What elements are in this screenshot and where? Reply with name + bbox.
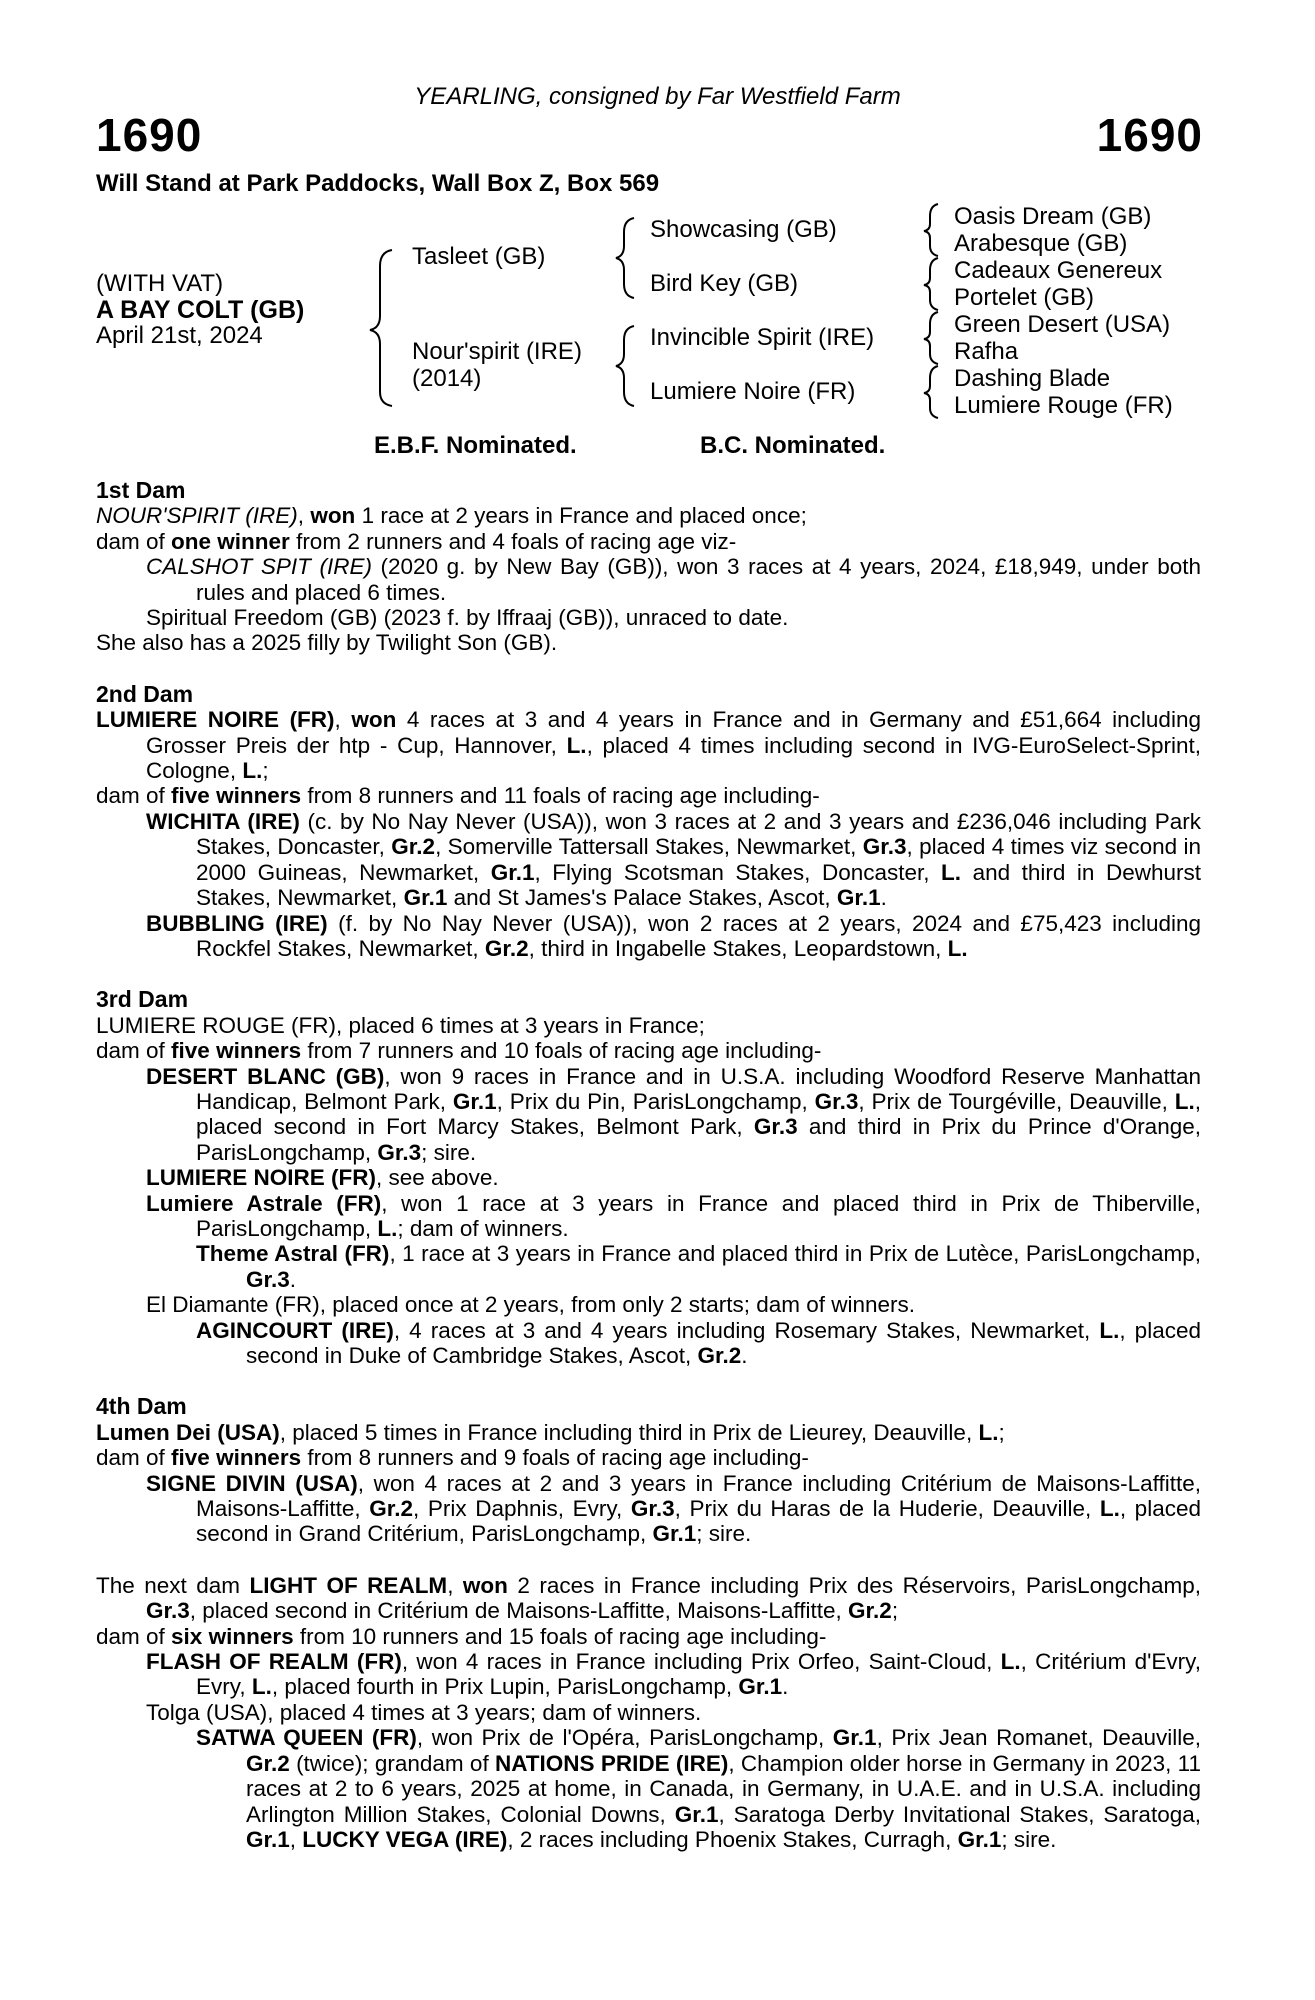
- dam-year: (2014): [412, 365, 482, 392]
- first-dam-section: 1st Dam NOUR'SPIRIT (IRE), won 1 race at 2 years in France and placed once; dam of one winner from 2 runners and 4 foals of racing age viz- CALSHOT SPIT (IRE) (2020 g. by New Bay (GB)), won 3 races at 4 years, 2024, £18,949, under both rules and placed 6 times. Spiritual Freedom (GB) (2023 f. by Iffraaj (GB)), unraced to date. She also has a 2025 filly by Twilight Son (GB).: [96, 477, 1201, 656]
- sire-sire: Showcasing (GB): [650, 216, 837, 243]
- foaling-date: April 21st, 2024: [96, 322, 263, 349]
- dam-name: Nour'spirit (IRE): [412, 338, 582, 365]
- sire-name: Tasleet (GB): [412, 243, 546, 270]
- dam-sire: Invincible Spirit (IRE): [650, 324, 875, 351]
- fourth-dam-heading: 4th Dam: [96, 1393, 187, 1420]
- catalogue-body: [96, 478, 1201, 1878]
- lot-number-left: 1690: [96, 109, 203, 161]
- gen3-sds: Cadeaux Genereux: [954, 257, 1163, 284]
- third-dam-section: 3rd Dam LUMIERE ROUGE (FR), placed 6 times at 3 years in France; dam of five winners from 7 runners and 10 foals of racing age including- DESERT BLANC (GB), won 9 races in France and in U.S.A. including Woodford Reserve Manhattan Handicap, Belmont Park, Gr.1, Prix du Pin, ParisLongchamp, Gr.3, Prix de Tourgéville, Deauville, L., placed second in Fort Marcy Stakes, Belmont Park, Gr.3 and third in Prix du Prince d'Orange, ParisLongchamp, Gr.3; sire. LUMIERE NOIRE (FR), see above. Lumiere Astrale (FR), won 1 race at 3 years in France and placed third in Prix de Thiberville, ParisLongchamp, L.; dam of winners. Theme Astral (FR), 1 race at 3 years in France and placed third in Prix de Lutèce, ParisLongchamp, Gr.3. El Diamante (FR), placed once at 2 years, from only 2 starts; dam of winners. AGINCOURT (IRE), 4 races at 3 and 4 years including Rosemary Stakes, Newmarket, L., placed second in Duke of Cambridge Stakes, Ascot, Gr.2.: [96, 986, 1202, 1368]
- sire-dam: Bird Key (GB): [650, 270, 799, 297]
- gen3-sss: Oasis Dream (GB): [954, 203, 1152, 230]
- first-dam-heading: 1st Dam: [96, 477, 186, 503]
- lot-number-right: 1690: [1096, 109, 1203, 161]
- second-dam-section: 2nd Dam LUMIERE NOIRE (FR), won 4 races at 3 and 4 years in France and in Germany and £51,664 including Grosser Preis der htp - Cup, Hannover, L., placed 4 times including second in IVG-EuroSelect-Sprint, Cologne, L.; dam of five winners from 8 runners and 11 foals of racing age including- WICHITA (IRE) (c. by No Nay Never (USA)), won 3 races at 2 and 3 years and £236,046 including Park Stakes, Doncaster, Gr.2, Somerville Tattersall Stakes, Newmarket, Gr.3, placed 4 times viz second in 2000 Guineas, Newmarket, Gr.1, Flying Scotsman Stakes, Doncaster, L. and third in Dewhurst Stakes, Newmarket, Gr.1 and St James's Palace Stakes, Ascot, Gr.1. BUBBLING (IRE) (f. by No Nay Never (USA)), won 2 races at 2 years, 2024 and £75,423 including Rockfel Stakes, Newmarket, Gr.2, third in Ingabelle Stakes, Leopardstown, L.: [96, 680, 1202, 961]
- bc-nominated: B.C. Nominated.: [700, 432, 886, 459]
- gen3-dds: Dashing Blade: [954, 365, 1111, 392]
- gen3-ddd: Lumiere Rouge (FR): [954, 392, 1173, 419]
- stand-location: Will Stand at Park Paddocks, Wall Box Z, Box 569: [96, 170, 660, 197]
- third-dam-heading: 3rd Dam: [96, 986, 189, 1013]
- gen3-sdd: Portelet (GB): [954, 284, 1095, 311]
- next-dam-section: The next dam LIGHT OF REALM, won 2 races in France including Prix des Réservoirs, ParisLongchamp, Gr.3, placed second in Critérium de Maisons-Laffitte, Maisons-Laffitte, Gr.2; dam of six winners from 10 runners and 15 foals of racing age including- FLASH OF REALM (FR), won 4 races in France including Prix Orfeo, Saint-Cloud, L., Critérium d'Evry, Evry, L., placed fourth in Prix Lupin, ParisLongchamp, Gr.1. Tolga (USA), placed 4 times at 3 years; dam of winners. SATWA QUEEN (FR), won Prix de l'Opéra, ParisLongchamp, Gr.1, Prix Jean Romanet, Deauville, Gr.2 (twice); grandam of NATIONS PRIDE (IRE), Champion older horse in Germany in 2023, 11 races at 2 to 6 years, 2025 at home, in Canada, in Germany, in U.A.E. and in U.S.A. including Arlington Million Stakes, Colonial Downs, Gr.1, Saratoga Derby Invitational Stakes, Saratoga, Gr.1, LUCKY VEGA (IRE), 2 races including Phoenix Stakes, Curragh, Gr.1; sire.: [96, 1572, 1202, 1852]
- horse-name: A BAY COLT (GB): [96, 296, 305, 324]
- vat-note: (WITH VAT): [96, 270, 224, 297]
- ebf-nominated: E.B.F. Nominated.: [374, 432, 577, 459]
- dam-dam: Lumiere Noire (FR): [650, 378, 856, 405]
- gen3-dsd: Rafha: [954, 338, 1019, 365]
- gen3-dss: Green Desert (USA): [954, 311, 1171, 338]
- consignment-line: YEARLING, consigned by Far Westfield Farm: [414, 83, 901, 110]
- fourth-dam-section: 4th Dam Lumen Dei (USA), placed 5 times in France including third in Prix de Lieurey, Deauville, L.; dam of five winners from 8 runners and 9 foals of racing age including- SIGNE DIVIN (USA), won 4 races at 2 and 3 years in France including Critérium de Maisons-Laffitte, Maisons-Laffitte, Gr.2, Prix Daphnis, Evry, Gr.3, Prix du Haras de la Huderie, Deauville, L., placed second in Grand Critérium, ParisLongchamp, Gr.1; sire.: [96, 1393, 1201, 1547]
- gen3-ssd: Arabesque (GB): [954, 230, 1128, 257]
- second-dam-heading: 2nd Dam: [96, 680, 194, 707]
